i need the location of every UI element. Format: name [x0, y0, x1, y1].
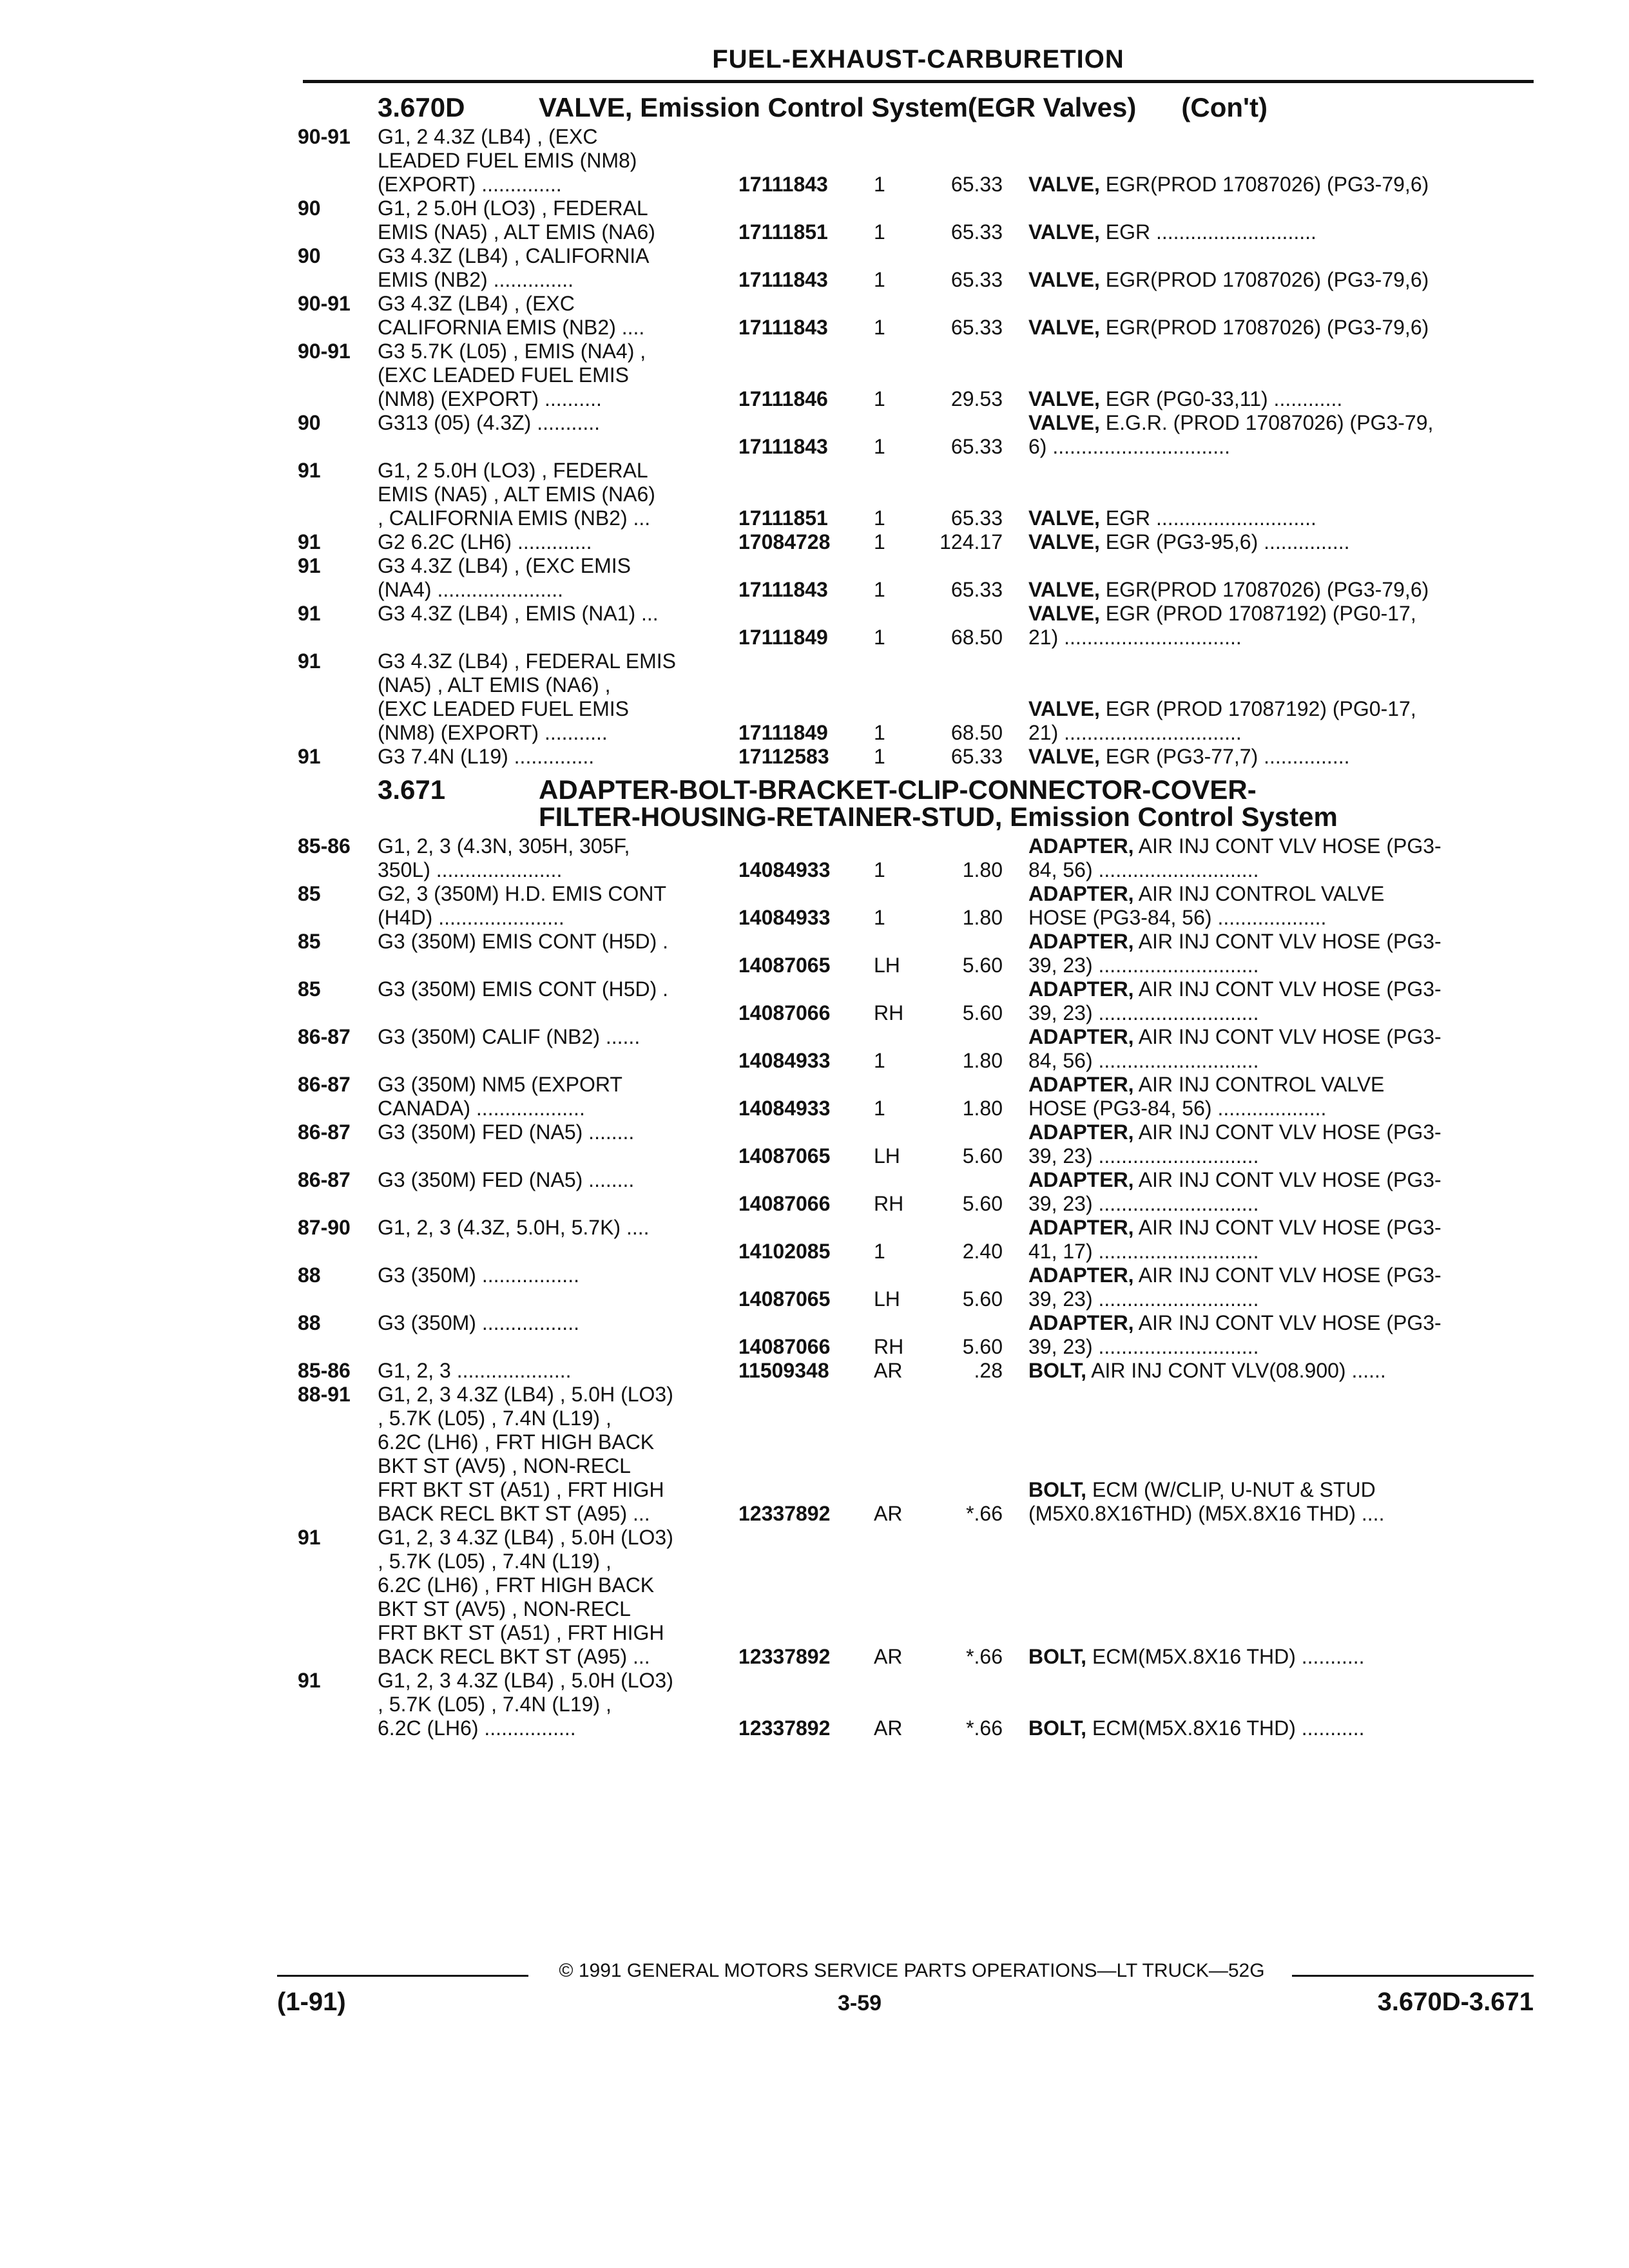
model-years: 91 — [298, 649, 321, 673]
part-description — [1028, 1359, 1548, 1383]
part-name: ADAPTER, — [1028, 1120, 1134, 1144]
usage-description: G2 6.2C (LH6) ............. — [378, 530, 592, 553]
section-heading — [298, 94, 1548, 121]
price: 5.60 — [962, 1192, 1003, 1215]
part-number: 11509348 — [738, 1359, 829, 1382]
part-description-text — [1028, 1716, 1548, 1740]
quantity: 1 — [874, 268, 885, 291]
parts-row — [298, 1025, 1548, 1073]
quantity: 1 — [874, 506, 885, 530]
parts-row — [298, 244, 1548, 292]
part-description-text — [1028, 173, 1548, 197]
quantity: 1 — [874, 173, 885, 196]
part-name: ADAPTER, — [1028, 834, 1134, 858]
part-description-text — [1028, 1311, 1548, 1359]
part-detail: AIR INJ CONT VLV HOSE (PG3- 39, 23) ............................ — [1028, 1168, 1441, 1215]
usage-description: G3 4.3Z (LB4) , CALIFORNIA EMIS (NB2) .............. — [378, 244, 650, 291]
price: 5.60 — [962, 954, 1003, 977]
usage-description: G1, 2 5.0H (LO3) , FEDERAL EMIS (NA5) , ALT EMIS (NA6) — [378, 197, 655, 244]
parts-row — [298, 554, 1548, 602]
usage-description: G3 4.3Z (LB4) , (EXC CALIFORNIA EMIS (NB2) .... — [378, 292, 645, 339]
parts-row — [298, 1526, 1548, 1669]
quantity: 1 — [874, 1240, 885, 1263]
section-title-text: VALVE, Emission Control System(EGR Valves) — [539, 92, 1137, 122]
part-detail: AIR INJ CONT VLV HOSE (PG3- 39, 23) ............................ — [1028, 1264, 1441, 1311]
part-name: VALVE, — [1028, 173, 1100, 196]
quantity: RH — [874, 1001, 904, 1024]
parts-row — [298, 882, 1548, 930]
part-number: 17112583 — [738, 745, 829, 768]
part-description-text — [1028, 602, 1548, 649]
part-number: 17111849 — [738, 721, 828, 744]
price: 65.33 — [950, 220, 1003, 244]
part-description — [1028, 125, 1548, 197]
part-detail: EGR (PG0-33,11) ............ — [1099, 387, 1343, 410]
document-body — [298, 94, 1548, 1740]
part-number: 17111843 — [738, 173, 828, 196]
usage-description: G3 (350M) ................. — [378, 1264, 579, 1287]
model-years: 86-87 — [298, 1073, 351, 1096]
price: 65.33 — [950, 578, 1003, 601]
part-description — [1028, 834, 1548, 882]
section-title-suffix: (Con't) — [1181, 92, 1268, 122]
part-number: 12337892 — [738, 1645, 831, 1668]
usage-description: G3 (350M) CALIF (NB2) ...... — [378, 1025, 641, 1048]
quantity: RH — [874, 1335, 904, 1358]
part-detail: AIR INJ CONTROL VALVE HOSE (PG3-84, 56) ................... — [1028, 882, 1385, 929]
part-name: VALVE, — [1028, 530, 1100, 553]
footer-copyright: © 1991 GENERAL MOTORS SERVICE PARTS OPERATIONS—LT TRUCK—52G — [559, 1960, 1265, 1981]
price: 65.33 — [950, 268, 1003, 291]
usage-description: G3 (350M) EMIS CONT (H5D) . — [378, 977, 669, 1001]
part-description-text — [1028, 268, 1548, 292]
model-years: 88 — [298, 1264, 321, 1287]
model-years: 91 — [298, 530, 321, 553]
part-description-text — [1028, 530, 1548, 554]
part-number: 17111843 — [738, 268, 828, 291]
price: 68.50 — [950, 721, 1003, 744]
part-name: VALVE, — [1028, 316, 1100, 339]
parts-row — [298, 1168, 1548, 1216]
model-years: 91 — [298, 459, 321, 482]
price: .28 — [974, 1359, 1003, 1382]
part-description — [1028, 1264, 1548, 1311]
quantity: LH — [874, 1287, 900, 1311]
part-name: ADAPTER, — [1028, 1264, 1134, 1287]
part-detail: EGR(PROD 17087026) (PG3-79,6) — [1099, 316, 1429, 339]
price: 5.60 — [962, 1287, 1003, 1311]
quantity: AR — [874, 1645, 903, 1668]
part-description — [1028, 1669, 1548, 1740]
part-name: VALVE, — [1028, 578, 1100, 601]
part-description — [1028, 1073, 1548, 1120]
part-description-text — [1028, 1359, 1548, 1383]
part-description — [1028, 459, 1548, 530]
part-number: 12337892 — [738, 1716, 831, 1740]
part-description-text — [1028, 1025, 1548, 1073]
price: 1.80 — [962, 1049, 1003, 1072]
price: *.66 — [966, 1502, 1003, 1525]
quantity: LH — [874, 954, 900, 977]
usage-description: G3 (350M) EMIS CONT (H5D) . — [378, 930, 669, 953]
model-years: 90-91 — [298, 292, 351, 315]
parts-row — [298, 340, 1548, 411]
price: 29.53 — [950, 387, 1003, 410]
part-description-text — [1028, 578, 1548, 602]
part-description-text — [1028, 1264, 1548, 1311]
quantity: 1 — [874, 530, 885, 553]
part-number: 17111849 — [738, 626, 828, 649]
model-years: 88-91 — [298, 1383, 351, 1406]
parts-row — [298, 1120, 1548, 1168]
footer-rule-right — [1292, 1975, 1534, 1977]
part-name: ADAPTER, — [1028, 1073, 1134, 1096]
parts-row — [298, 745, 1548, 769]
usage-description: G3 7.4N (L19) .............. — [378, 745, 595, 768]
part-detail: EGR (PROD 17087192) (PG0-17, 21) ............................... — [1028, 697, 1416, 744]
part-name: VALVE, — [1028, 411, 1100, 434]
quantity: AR — [874, 1502, 903, 1525]
part-number: 14084933 — [738, 906, 831, 929]
part-number: 17111851 — [738, 220, 828, 244]
model-years: 91 — [298, 1526, 321, 1549]
price: 1.80 — [962, 858, 1003, 881]
price: 1.80 — [962, 1097, 1003, 1120]
usage-description: G1, 2, 3 (4.3Z, 5.0H, 5.7K) .... — [378, 1216, 650, 1239]
footer-section-range: 3.670D-3.671 — [1377, 1988, 1534, 2016]
part-description — [1028, 977, 1548, 1025]
part-description — [1028, 1311, 1548, 1359]
part-name: VALVE, — [1028, 745, 1100, 768]
part-detail: AIR INJ CONT VLV(08.900) ...... — [1086, 1359, 1386, 1382]
price: 68.50 — [950, 626, 1003, 649]
price: *.66 — [966, 1645, 1003, 1668]
parts-row — [298, 411, 1548, 459]
part-detail: EGR(PROD 17087026) (PG3-79,6) — [1099, 268, 1429, 291]
price: 5.60 — [962, 1001, 1003, 1024]
model-years: 91 — [298, 554, 321, 577]
footer-page-number: 3-59 — [838, 1991, 882, 2015]
quantity: AR — [874, 1716, 903, 1740]
part-number: 14087066 — [738, 1001, 831, 1024]
part-description — [1028, 340, 1548, 411]
quantity: 1 — [874, 316, 885, 339]
part-detail: AIR INJ CONT VLV HOSE (PG3- 39, 23) ............................ — [1028, 1311, 1441, 1358]
part-number: 14084933 — [738, 1097, 831, 1120]
part-name: ADAPTER, — [1028, 930, 1134, 953]
part-name: BOLT, — [1028, 1645, 1087, 1668]
model-years: 85 — [298, 882, 321, 905]
model-years: 90 — [298, 197, 321, 220]
part-description — [1028, 530, 1548, 554]
quantity: 1 — [874, 220, 885, 244]
model-years: 91 — [298, 1669, 321, 1692]
price: 65.33 — [950, 435, 1003, 458]
usage-description: G3 (350M) NM5 (EXPORT CANADA) ................... — [378, 1073, 622, 1120]
part-number: 14087066 — [738, 1192, 831, 1215]
part-description — [1028, 602, 1548, 649]
part-number: 12337892 — [738, 1502, 831, 1525]
price: 2.40 — [962, 1240, 1003, 1263]
part-name: VALVE, — [1028, 220, 1100, 244]
price: *.66 — [966, 1716, 1003, 1740]
quantity: 1 — [874, 745, 885, 768]
usage-description: G3 5.7K (L05) , EMIS (NA4) , (EXC LEADED FUEL EMIS (NM8) (EXPORT) .......... — [378, 340, 646, 410]
quantity: 1 — [874, 387, 885, 410]
part-description — [1028, 1526, 1548, 1669]
part-name: ADAPTER, — [1028, 1168, 1134, 1191]
price: 65.33 — [950, 173, 1003, 196]
part-name: VALVE, — [1028, 268, 1100, 291]
model-years: 91 — [298, 602, 321, 625]
footer-rule-left — [277, 1975, 528, 1977]
part-description — [1028, 1120, 1548, 1168]
model-years: 90-91 — [298, 125, 351, 148]
parts-row — [298, 1359, 1548, 1383]
part-number: 17111843 — [738, 435, 828, 458]
part-description-text — [1028, 411, 1548, 459]
usage-description: G1, 2 5.0H (LO3) , FEDERAL EMIS (NA5) , ALT EMIS (NA6) , CALIFORNIA EMIS (NB2) ... — [378, 459, 655, 530]
parts-row — [298, 459, 1548, 530]
part-name: BOLT, — [1028, 1359, 1087, 1382]
model-years: 91 — [298, 745, 321, 768]
part-description — [1028, 882, 1548, 930]
part-description-text — [1028, 220, 1548, 244]
parts-row — [298, 930, 1548, 977]
part-name: ADAPTER, — [1028, 1311, 1134, 1334]
part-description-text — [1028, 1478, 1548, 1526]
model-years: 85 — [298, 977, 321, 1001]
price: 65.33 — [950, 506, 1003, 530]
usage-description: G1, 2, 3 (4.3N, 305H, 305F, 350L) ...................... — [378, 834, 630, 881]
section-title-line2: FILTER-HOUSING-RETAINER-STUD, — [539, 802, 1003, 832]
parts-row — [298, 602, 1548, 649]
part-name: VALVE, — [1028, 387, 1100, 410]
price: 65.33 — [950, 745, 1003, 768]
part-description-text — [1028, 697, 1548, 745]
part-detail: AIR INJ CONT VLV HOSE (PG3- 84, 56) ............................ — [1028, 834, 1441, 881]
parts-list-3671 — [298, 834, 1548, 1740]
part-name: VALVE, — [1028, 697, 1100, 720]
section-title-suffix: Emission Control System — [1002, 802, 1338, 832]
part-description — [1028, 1168, 1548, 1216]
part-name: VALVE, — [1028, 506, 1100, 530]
part-description — [1028, 930, 1548, 977]
part-description — [1028, 649, 1548, 745]
part-name: ADAPTER, — [1028, 1216, 1134, 1239]
model-years: 90 — [298, 411, 321, 434]
footer-revision: (1-91) — [277, 1988, 346, 2016]
parts-row — [298, 1264, 1548, 1311]
part-detail: ECM(M5X.8X16 THD) ........... — [1086, 1645, 1365, 1668]
quantity: RH — [874, 1192, 904, 1215]
part-detail: AIR INJ CONT VLV HOSE (PG3- 39, 23) ............................ — [1028, 977, 1441, 1024]
part-detail: AIR INJ CONT VLV HOSE (PG3- 39, 23) ............................ — [1028, 930, 1441, 977]
parts-row — [298, 1311, 1548, 1359]
part-detail: AIR INJ CONTROL VALVE HOSE (PG3-84, 56) ................... — [1028, 1073, 1385, 1120]
part-name: BOLT, — [1028, 1478, 1087, 1501]
part-number: 17111851 — [738, 506, 828, 530]
part-description — [1028, 554, 1548, 602]
model-years: 85-86 — [298, 1359, 351, 1382]
part-number: 14087065 — [738, 954, 831, 977]
part-description-text — [1028, 1168, 1548, 1216]
part-description-text — [1028, 1120, 1548, 1168]
part-detail: EGR (PG3-95,6) ............... — [1099, 530, 1350, 553]
parts-row — [298, 977, 1548, 1025]
usage-description: G1, 2, 3 4.3Z (LB4) , 5.0H (LO3) , 5.7K (L05) , 7.4N (L19) , 6.2C (LH6) ................ — [378, 1669, 673, 1740]
part-number: 14087065 — [738, 1144, 831, 1168]
part-name: VALVE, — [1028, 602, 1100, 625]
usage-description: G1, 2, 3 .................... — [378, 1359, 572, 1382]
header-rule — [303, 80, 1534, 83]
section-heading — [298, 776, 1548, 831]
part-description — [1028, 292, 1548, 340]
part-description — [1028, 745, 1548, 769]
section-number: 3.670D — [378, 92, 465, 122]
part-description-text — [1028, 834, 1548, 882]
part-detail: EGR (PG3-77,7) ............... — [1099, 745, 1350, 768]
quantity: LH — [874, 1144, 900, 1168]
part-number: 14087065 — [738, 1287, 831, 1311]
part-number: 17111843 — [738, 316, 828, 339]
part-number: 14087066 — [738, 1335, 831, 1358]
parts-row — [298, 197, 1548, 244]
quantity: 1 — [874, 1097, 885, 1120]
quantity: 1 — [874, 721, 885, 744]
parts-row — [298, 649, 1548, 745]
usage-description: G3 4.3Z (LB4) , EMIS (NA1) ... — [378, 602, 659, 625]
model-years: 86-87 — [298, 1120, 351, 1144]
part-description-text — [1028, 882, 1548, 930]
model-years: 85-86 — [298, 834, 351, 858]
price: 124.17 — [940, 530, 1003, 553]
quantity: 1 — [874, 435, 885, 458]
model-years: 86-87 — [298, 1168, 351, 1191]
price: 65.33 — [950, 316, 1003, 339]
part-detail: EGR (PROD 17087192) (PG0-17, 21) ............................... — [1028, 602, 1416, 649]
parts-row — [298, 834, 1548, 882]
model-years: 85 — [298, 930, 321, 953]
model-years: 90-91 — [298, 340, 351, 363]
part-detail: AIR INJ CONT VLV HOSE (PG3- 39, 23) ............................ — [1028, 1120, 1441, 1168]
part-name: ADAPTER, — [1028, 977, 1134, 1001]
quantity: 1 — [874, 626, 885, 649]
part-description — [1028, 1383, 1548, 1526]
part-detail: ECM (W/CLIP, U-NUT & STUD (M5X0.8X16THD) (M5X.8X16 THD) .... — [1028, 1478, 1385, 1525]
quantity: 1 — [874, 1049, 885, 1072]
model-years: 86-87 — [298, 1025, 351, 1048]
usage-description: G1, 2, 3 4.3Z (LB4) , 5.0H (LO3) , 5.7K (L05) , 7.4N (L19) , 6.2C (LH6) , FRT HIGH BACK BKT ST (AV5) , NON-RECL FRT BKT ST (A51) , FRT HIGH BACK RECL BKT ST (A95) ... — [378, 1383, 673, 1525]
price: 5.60 — [962, 1335, 1003, 1358]
parts-row — [298, 292, 1548, 340]
usage-description: G1, 2, 3 4.3Z (LB4) , 5.0H (LO3) , 5.7K (L05) , 7.4N (L19) , 6.2C (LH6) , FRT HIGH BACK BKT ST (AV5) , NON-RECL FRT BKT ST (A51) , FRT HIGH BACK RECL BKT ST (A95) ... — [378, 1526, 673, 1668]
part-number: 17111843 — [738, 578, 828, 601]
part-number: 14102085 — [738, 1240, 831, 1263]
part-description — [1028, 1025, 1548, 1073]
price: 1.80 — [962, 906, 1003, 929]
quantity: 1 — [874, 858, 885, 881]
parts-row — [298, 125, 1548, 197]
part-description-text — [1028, 977, 1548, 1025]
quantity: AR — [874, 1359, 903, 1382]
usage-description: G3 (350M) FED (NA5) ........ — [378, 1168, 635, 1191]
section-number: 3.671 — [378, 774, 446, 805]
part-number: 17111846 — [738, 387, 828, 410]
part-description — [1028, 411, 1548, 459]
part-description-text — [1028, 387, 1548, 411]
part-detail: ECM(M5X.8X16 THD) ........... — [1086, 1716, 1365, 1740]
model-years: 90 — [298, 244, 321, 267]
parts-list-3670D — [298, 125, 1548, 769]
part-detail: EGR(PROD 17087026) (PG3-79,6) — [1099, 578, 1429, 601]
usage-description: G1, 2 4.3Z (LB4) , (EXC LEADED FUEL EMIS (NM8) (EXPORT) .............. — [378, 125, 637, 196]
part-detail: E.G.R. (PROD 17087026) (PG3-79, 6) ............................... — [1028, 411, 1434, 458]
parts-row — [298, 1669, 1548, 1740]
parts-row — [298, 530, 1548, 554]
part-detail: AIR INJ CONT VLV HOSE (PG3- 41, 17) ............................ — [1028, 1216, 1441, 1263]
part-detail: EGR ............................ — [1099, 220, 1316, 244]
part-description-text — [1028, 1073, 1548, 1120]
part-description-text — [1028, 1645, 1548, 1669]
part-description — [1028, 197, 1548, 244]
usage-description: G313 (05) (4.3Z) ........... — [378, 411, 600, 434]
part-description — [1028, 244, 1548, 292]
section-title — [539, 94, 1548, 121]
quantity: 1 — [874, 906, 885, 929]
part-number: 14084933 — [738, 858, 831, 881]
part-name: BOLT, — [1028, 1716, 1087, 1740]
parts-row — [298, 1383, 1548, 1526]
price: 5.60 — [962, 1144, 1003, 1168]
section-title — [539, 776, 1548, 831]
model-years: 87-90 — [298, 1216, 351, 1239]
usage-description: G3 (350M) FED (NA5) ........ — [378, 1120, 635, 1144]
part-name: ADAPTER, — [1028, 882, 1134, 905]
part-detail: AIR INJ CONT VLV HOSE (PG3- 84, 56) ............................ — [1028, 1025, 1441, 1072]
part-description-text — [1028, 745, 1548, 769]
part-number: 17084728 — [738, 530, 831, 553]
model-years: 88 — [298, 1311, 321, 1334]
usage-description: G3 (350M) ................. — [378, 1311, 579, 1334]
part-detail: EGR(PROD 17087026) (PG3-79,6) — [1099, 173, 1429, 196]
part-description-text — [1028, 506, 1548, 530]
part-description-text — [1028, 1216, 1548, 1264]
part-name: ADAPTER, — [1028, 1025, 1134, 1048]
part-detail: EGR ............................ — [1099, 506, 1316, 530]
usage-description: G2, 3 (350M) H.D. EMIS CONT (H4D) ...................... — [378, 882, 667, 929]
page-header-title: FUEL-EXHAUST-CARBURETION — [712, 45, 1124, 73]
parts-row — [298, 1216, 1548, 1264]
quantity: 1 — [874, 578, 885, 601]
usage-description: G3 4.3Z (LB4) , FEDERAL EMIS (NA5) , ALT EMIS (NA6) , (EXC LEADED FUEL EMIS (NM8) (EXPORT) ........... — [378, 649, 676, 744]
usage-description: G3 4.3Z (LB4) , (EXC EMIS (NA4) ...................... — [378, 554, 631, 601]
part-description — [1028, 1216, 1548, 1264]
part-description-text — [1028, 316, 1548, 340]
part-description-text — [1028, 930, 1548, 977]
section-title-text: ADAPTER-BOLT-BRACKET-CLIP-CONNECTOR-COVER- — [539, 774, 1257, 805]
part-number: 14084933 — [738, 1049, 831, 1072]
parts-row — [298, 1073, 1548, 1120]
